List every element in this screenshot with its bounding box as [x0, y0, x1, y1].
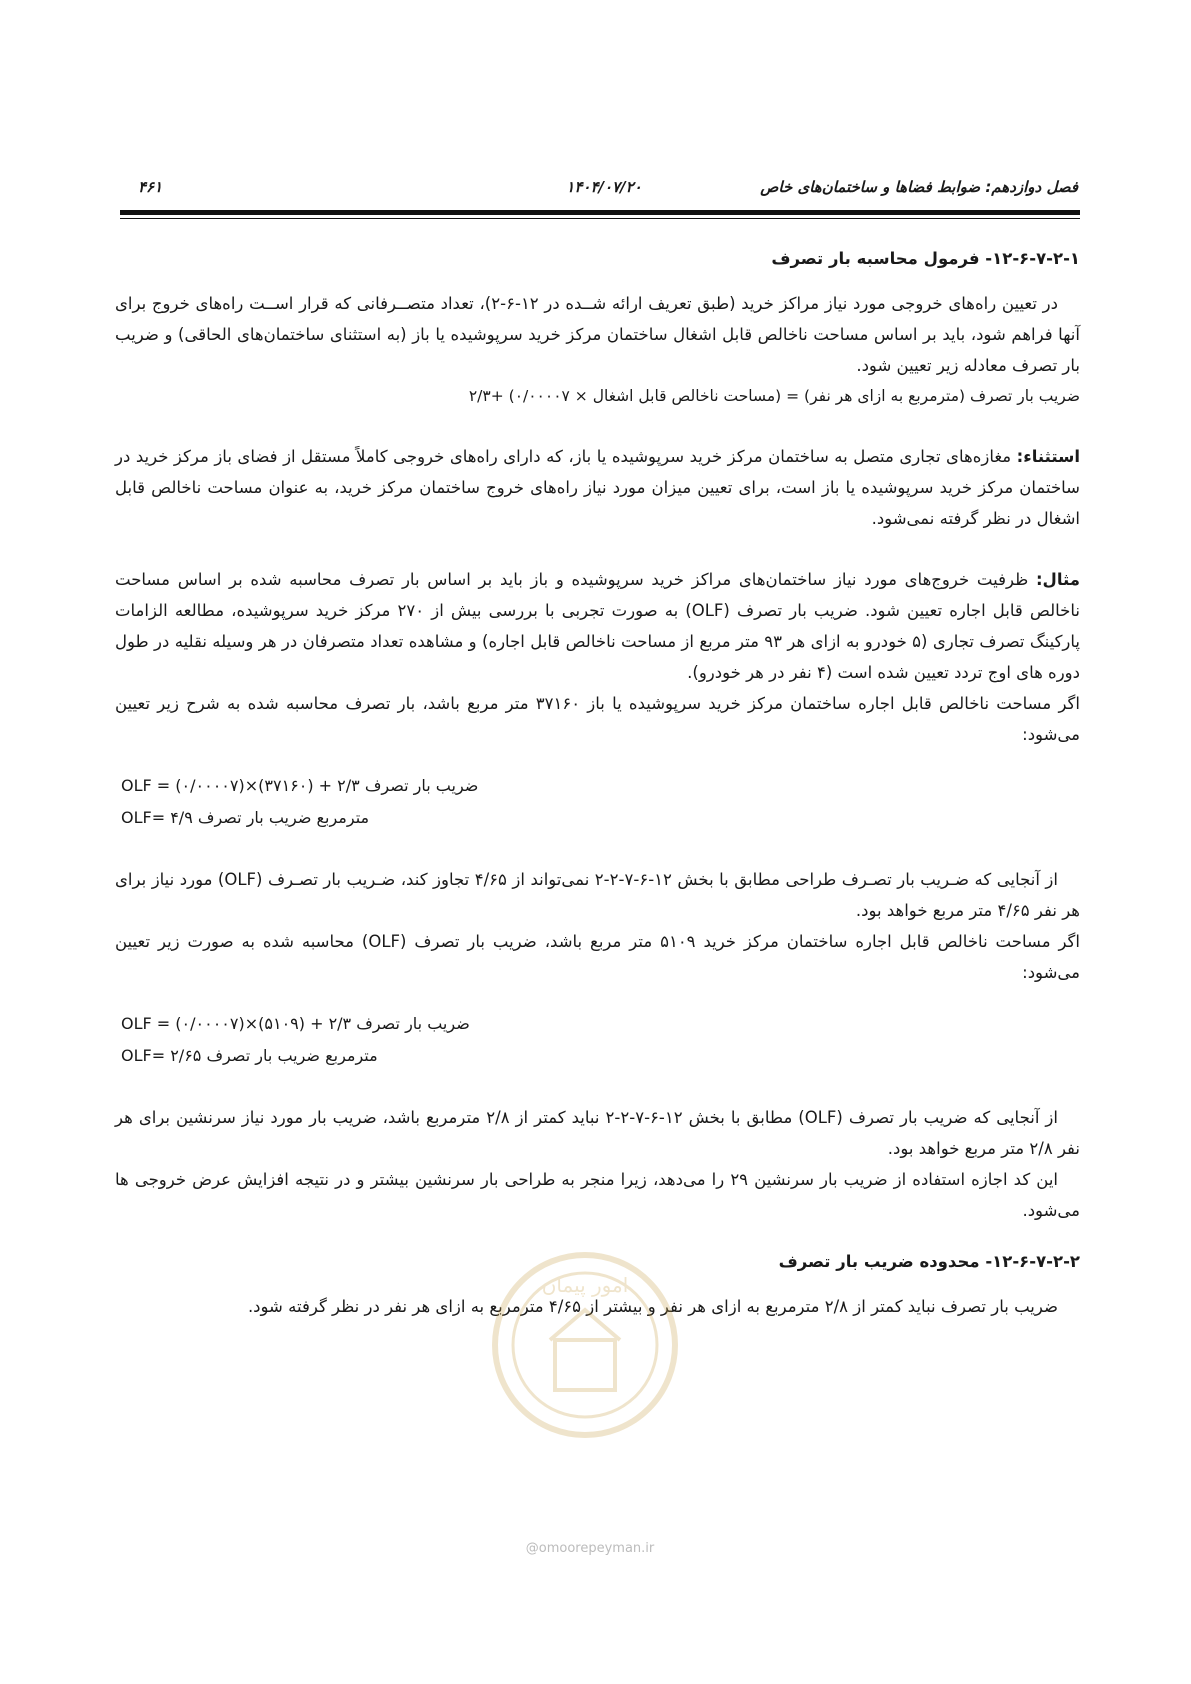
watermark-seal-icon [485, 1230, 685, 1460]
page-header [130, 178, 1078, 208]
exception-text: مغازه‌های تجاری متصل به ساختمان مرکز خرید سرپوشیده یا باز، که دارای راه‌های خروجی کاملاً مستقل از فضای باز مرکز خرید در ساختمان مرکز خرید سرپوشیده یا باز است، برای تعیین میزان مورد نیاز راه‌های خروج ساختمان مرکز خرید، به عنوان مساحت ناخالص قابل اشغال در نظر گرفته نمی‌شود. [115, 447, 1080, 528]
exception-paragraph [115, 441, 1080, 534]
section-heading-range: ۱۲-۶-۷-۲-۲- محدوده ضریب بار تصرف [778, 1252, 1080, 1271]
case2-formula-line1: OLF = (۰/۰۰۰۰۷)×(۵۱۰۹) + ۲/۳ ضریب بار تصرف [121, 1014, 470, 1033]
example-case1-intro: اگر مساحت ناخالص قابل اجاره ساختمان مرکز خرید سرپوشیده یا باز ۳۷۱۶۰ متر مربع باشد، بار تصرف محاسبه شده به شرح زیر تعیین می‌شود: [115, 694, 1080, 744]
header-date: ۱۴۰۴/۰۷/۲۰ [566, 178, 642, 196]
page-number: ۴۶۱ [138, 178, 163, 196]
watermark-site: @omoorepeyman.ir [525, 1541, 655, 1556]
header-rule-thick [120, 210, 1080, 215]
section-heading-formula: ۱۲-۶-۷-۲-۱- فرمول محاسبه بار تصرف [771, 249, 1080, 268]
example-case2-intro: اگر مساحت ناخالص قابل اجاره ساختمان مرکز خرید ۵۱۰۹ متر مربع باشد، ضریب بار تصرف (OLF) محاسبه شده به صورت زیر تعیین می‌شود: [115, 932, 1080, 982]
example-text: ظرفیت خروج‌های مورد نیاز ساختمان‌های مراکز خرید سرپوشیده و باز باید بر اساس بار تصرف محاسبه شده بر اساس مساحت ناخالص قابل اجاره تعیین شود. ضریب بار تصرف (OLF) به صورت تجربی با بررسی بیش از ۲۷۰ مرکز خرید سرپوشیده، مطالعه الزامات پارکینگ تصرف تجاری (۵ خودرو به ازای هر ۹۳ متر مربع از مساحت ناخالص قابل اجاره) و مشاهده تعداد متصرفان در هر وسیله نقلیه در طول دوره های اوج تردد تعیین شده است (۴ نفر در هر خودرو). [115, 570, 1081, 682]
header-rule-thin [120, 218, 1080, 219]
case2-conclusion: از آنجایی که ضریب بار تصرف (OLF) مطابق با بخش ۱۲-۶-۷-۲-۲ نباید کمتر از ۲/۸ مترمربع باشد، ضریب بار مورد نیاز سرنشین برای هر نفر ۲/۸ متر مربع خواهد بود. [115, 1108, 1080, 1158]
document-body [115, 243, 1080, 1322]
case1-formula-line2: OLF= ۴/۹ مترمربع ضریب بار تصرف [121, 808, 370, 827]
occupant-load-formula: ضریب بار تصرف (مترمربع به ازای هر نفر) = (مساحت ناخالص قابل اشغال × ۰/۰۰۰۰۷) +۲/۳ [468, 387, 1080, 405]
section1-paragraph: در تعیین راه‌های خروجی مورد نیاز مراکز خرید (طبق تعریف ارائه شــده در ۱۲-۶-۲)، تعداد متصــرفانی که قرار اســت راه‌های خروج برای آنها فراهم شود، باید بر اساس مساحت ناخالص قابل اشغال ساختمان مرکز خرید سرپوشیده یا باز (به استثنای ساختمان‌های الحاقی) و ضریب بار تصرف معادله زیر تعیین شود. [115, 294, 1080, 375]
chapter-title: فصل دوازدهم: ضوابط فضاها و ساختمان‌های خاص [760, 178, 1078, 196]
watermark-seal-text: امور پیمان [541, 1273, 629, 1297]
example-label: مثال: [1035, 570, 1080, 589]
case1-conclusion: از آنجایی که ضـریب بار تصـرف طراحی مطابق با بخش ۱۲-۶-۷-۲-۲ نمی‌تواند از ۴/۶۵ تجاوز کند، ضـریب بار تصـرف (OLF) مورد نیاز برای هر نفر ۴/۶۵ متر مربع خواهد بود. [115, 870, 1080, 920]
case2-formula [115, 1008, 1080, 1072]
example-paragraph [115, 564, 1080, 688]
section2-paragraph: ضریب بار تصرف نباید کمتر از ۲/۸ مترمربع به ازای هر نفر و بیشتر از ۴/۶۵ مترمربع به ازای هر نفر در نظر گرفته شود. [247, 1297, 1058, 1316]
example-closing: این کد اجازه استفاده از ضریب بار سرنشین ۲۹ را می‌دهد، زیرا منجر به طراحی بار سرنشین بیشتر و در نتیجه افزایش عرض خروجی ها می‌شود. [115, 1170, 1080, 1220]
case2-formula-line2: OLF= ۲/۶۵ مترمربع ضریب بار تصرف [121, 1046, 378, 1065]
exception-label: استثناء: [1016, 447, 1080, 466]
case1-formula [115, 770, 1080, 834]
case1-formula-line1: OLF = (۰/۰۰۰۰۷)×(۳۷۱۶۰) + ۲/۳ ضریب بار تصرف [121, 776, 479, 795]
